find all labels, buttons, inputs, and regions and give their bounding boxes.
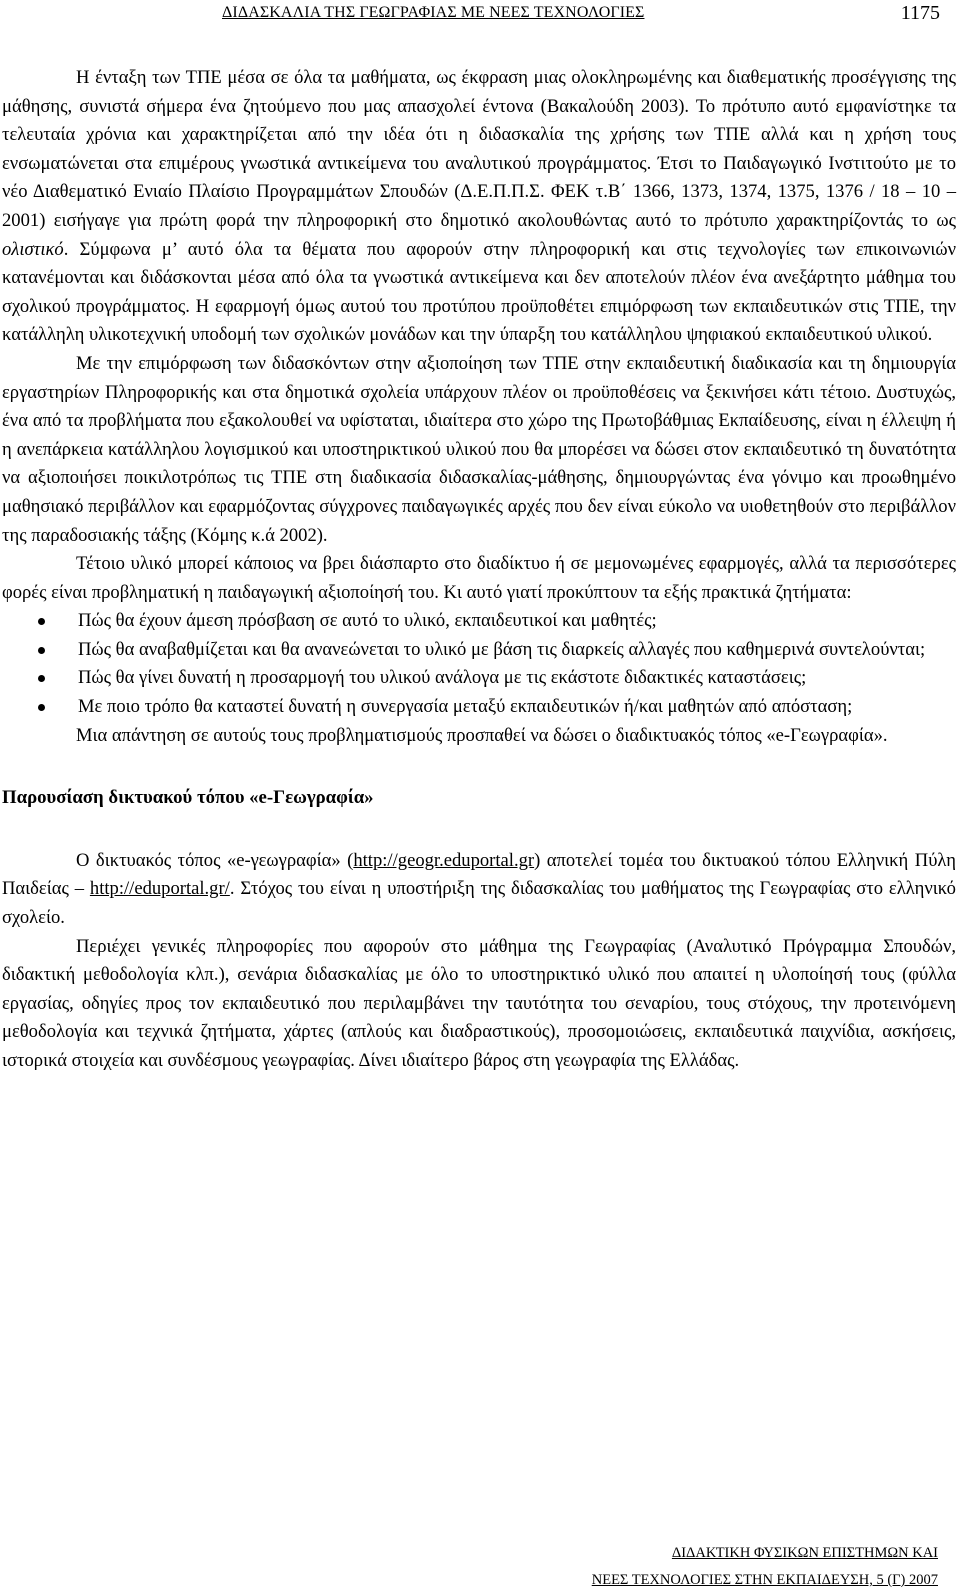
- geogr-eduportal-link[interactable]: http://geogr.eduportal.gr: [353, 849, 535, 871]
- list-item: [2, 664, 956, 693]
- eduportal-link[interactable]: http://eduportal.gr/: [89, 878, 230, 900]
- list-item-text: Πώς θα γίνει δυνατή η προσαρμογή του υλικού ανάλογα με τις εκάστοτε διδακτικές καταστάσεις;: [78, 667, 807, 689]
- paragraph-1-part-b: Το πρότυπο αυτό εμφανίστηκε τα τελευταία χρόνια και χαρακτηρίζεται από την ιδέα ότι η διδασκαλία της χρήσης των ΤΠΕ αλλά και η χρήση τους ενσωματώνεται στα επιμέρους γνωστικά αντικείμενα του αναλυτικού προγράμματος. Έτσι το Παιδαγωγικό Ινστιτούτο με το νέο Διαθεματικό Ενιαίο Πλαίσιο Προγραμμάτων Σπουδών (Δ.Ε.Π.Π.Σ. ΦΕΚ τ.Β΄ 1366, 1373, 1374, 1375, 1376 / 18 – 10 – 2001) εισήγαγε για πρώτη φορά την πληροφορική στο δημοτικό ακολουθώντας αυτό το πρότυπο χαρακτηρίζοντάς το ως: [2, 95, 956, 231]
- running-footer: [592, 1540, 938, 1594]
- bullet-icon: [38, 618, 45, 625]
- page-number: 1175: [900, 2, 940, 24]
- questions-list: [2, 607, 956, 721]
- body-text: [2, 64, 956, 1076]
- bullet-icon: [38, 647, 45, 654]
- paragraph-1: [2, 64, 956, 350]
- paragraph-1-part-c: . Σύμφωνα μ’ αυτό όλα τα θέματα που αφορούν στην πληροφορική και στις τεχνολογίες των επικοινωνιών κατανέμονται και διδάσκονται μέσα από όλα τα γνωστικά αντικείμενα και δεν αποτελούν πλέον ένα ανεξάρτητο μάθημα του σχολικού προγράμματος.: [2, 238, 956, 317]
- section-heading: Παρουσίαση δικτυακού τόπου «e-Γεωγραφία»: [2, 787, 374, 809]
- paragraph-5-part-b: ) αποτελεί τομέα του δικτυακού τόπου Ελληνική Πύλη Παιδείας –: [2, 849, 956, 900]
- list-item: [2, 693, 956, 722]
- footer-line-2: ΝΕΕΣ ΤΕΧΝΟΛΟΓΙΕΣ ΣΤΗΝ ΕΚΠΑΙΔΕΥΣΗ, 5 (Γ) 2007: [591, 1572, 938, 1588]
- paragraph-5-part-c: . Στόχος του είναι η υποστήριξη της διδασκαλίας του μαθήματος της Γεωγραφίας στο ελληνικό σχολείο.: [2, 878, 956, 929]
- bullet-icon: [38, 704, 45, 711]
- paragraph-5-part-a: Ο δικτυακός τόπος «e-γεωγραφία» (: [76, 849, 354, 871]
- list-item-text: Πώς θα έχουν άμεση πρόσβαση σε αυτό το υλικό, εκπαιδευτικοί και μαθητές;: [78, 610, 657, 632]
- list-item: [2, 636, 956, 665]
- list-item-text: Με ποιο τρόπο θα καταστεί δυνατή η συνεργασία μεταξύ εκπαιδευτικών ή/και μαθητών από απόσταση;: [78, 696, 853, 718]
- list-item: [2, 607, 956, 636]
- paragraph-3: Τέτοιο υλικό μπορεί κάποιος να βρει διάσπαρτο στο διαδίκτυο ή σε μεμονωμένες εφαρμογές, αλλά τα περισσότερες φορές είναι προβληματική η παιδαγωγική αξιοποίησή του. Κι αυτό γιατί προκύπτουν τα εξής πρακτικά ζητήματα:: [2, 553, 956, 603]
- list-item-text: Πώς θα αναβαθμίζεται και θα ανανεώνεται το υλικό με βάση τις διαρκείς αλλαγές που καθημερινά συντελούνται;: [78, 638, 926, 660]
- paragraph-2: Με την επιμόρφωση των διδασκόντων στην αξιοποίηση των ΤΠΕ στην εκπαιδευτική διαδικασία και τη δημιουργία εργαστηρίων Πληροφορικής και στα δημοτικά σχολεία υπάρχουν πλέον οι προϋποθέσεις να ξεκινήσει κάτι τέτοιο. Δυστυχώς, ένα από τα προβλήματα που εξακολουθεί να υφίσταται, ιδιαίτερα στο χώρο της Πρωτοβάθμιας Εκπαίδευσης, είναι η έλλειψη ή η ανεπάρκεια κατάλληλου λογισμικού και υποστηρικτικού υλικού που θα μπορέσει να δώσει στον εκπαιδευτικό τη δυνατότητα να αξιοποιήσει ποικιλοτρόπως τις ΤΠΕ στη διαδικασία διδασκαλίας-μάθησης, δημιουργώντας ένα γόνιμο και προωθημένο μαθησιακό περιβάλλον και εφαρμόζοντας σύγχρονες παιδαγωγικές αρχές που δεν είναι εύκολο να υιοθετηθούν στο περιβάλλον της παραδοσιακής τάξης (Κόμης κ.ά 2002).: [2, 352, 956, 546]
- bullet-icon: [38, 675, 45, 682]
- paragraph-6: Περιέχει γενικές πληροφορίες που αφορούν στο μάθημα της Γεωγραφίας (Αναλυτικό Πρόγραμμα Σπουδών, διδακτική μεθοδολογία κλπ.), σενάρια διδασκαλίας με όλο το υποστηρικτικό υλικό που απαιτεί η υλοποίησή τους (φύλλα εργασίας, οδηγίες προς τον εκπαιδευτικό που περιλαμβάνει την ταυτότητα του σεναρίου, τους στόχους, την προτεινόμενη μεθοδολογία και τεχνικά ζητήματα, χάρτες (απλούς και διαδραστικούς), προσομοιώσεις, εκπαιδευτικά παιχνίδια, ασκήσεις, ιστορικά στοιχεία και συνδέσμους γεωγραφίας. Δίνει ιδιαίτερο βάρος στη γεωγραφία της Ελλάδας.: [2, 935, 956, 1071]
- paragraph-1-part-a: Η ένταξη των ΤΠΕ μέσα σε όλα τα μαθήματα, ως έκφραση μιας ολοκληρωμένης και διαθεματικής προσέγγισης της μάθησης, συνιστά σήμερα ένα ζητούμενο που μας απασχολεί έντονα (Βακαλούδη 2003).: [2, 67, 956, 117]
- paragraph-1-italic-term: ολιστικό: [2, 238, 64, 260]
- running-header-title: ΔΙΔΑΣΚΑΛΙΑ ΤΗΣ ΓΕΩΓΡΑΦΙΑΣ ΜΕ ΝΕΕΣ ΤΕΧΝΟΛΟΓΙΕΣ: [222, 4, 645, 21]
- footer-line-1: ΔΙΔΑΚΤΙΚΗ ΦΥΣΙΚΩΝ ΕΠΙΣΤΗΜΩΝ ΚΑΙ: [671, 1545, 938, 1561]
- paragraph-1-part-d: Η εφαρμογή όμως αυτού του προτύπου προϋποθέτει επιμόρφωση των εκπαιδευτικών στις ΤΠΕ, την κατάλληλη υλικοτεχνική υποδομή των σχολικών μονάδων και την ύπαρξη του κατάλληλου ψηφιακού εκπαιδευτικού υλικού.: [2, 295, 956, 346]
- running-header: [0, 0, 960, 40]
- paragraph-4: Μια απάντηση σε αυτούς τους προβληματισμούς προσπαθεί να δώσει ο διαδικτυακός τόπος «e-Γεωγραφία».: [76, 724, 888, 746]
- paragraph-5: [2, 847, 956, 933]
